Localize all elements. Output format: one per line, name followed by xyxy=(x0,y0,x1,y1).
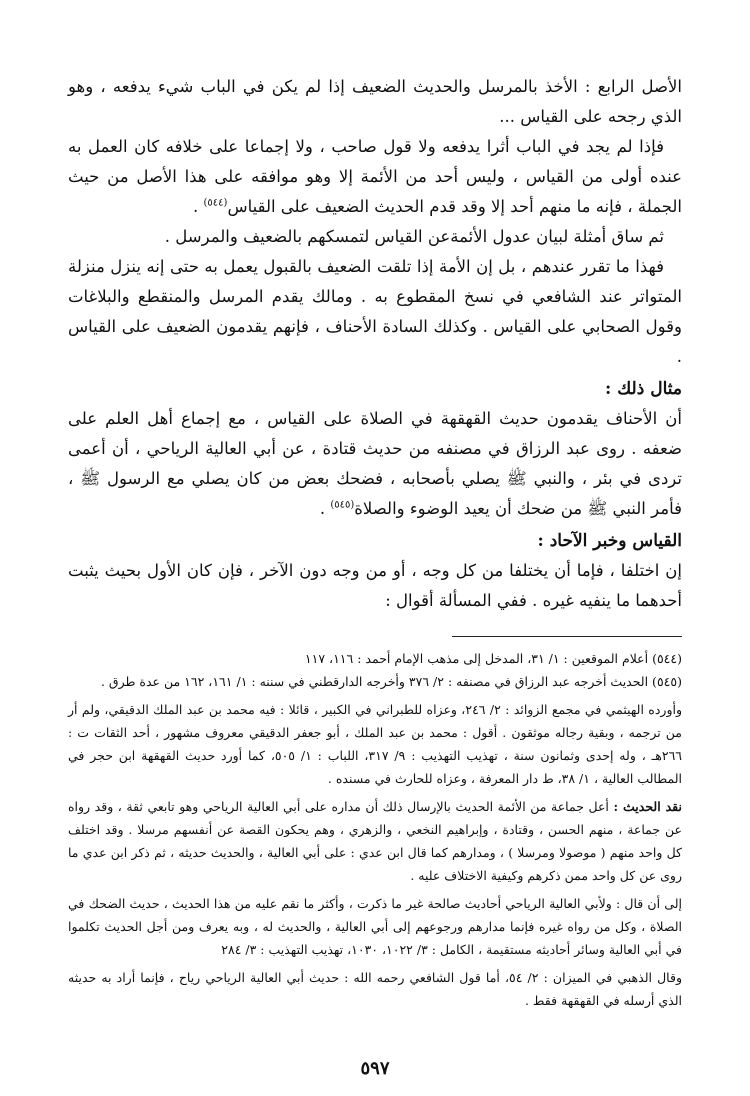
paragraph-6: إن اختلفا ، فإما أن يختلفا من كل وجه ، أو من وجه دون الآخر ، فإن كان الأول بحيث يثبت أحدهما ما ينفيه غيره . ففي المسألة أقوال : xyxy=(68,561,682,610)
paragraph-2 xyxy=(68,132,682,222)
main-text xyxy=(68,72,682,616)
footnote-545-cont-3: وقال الذهبي في الميزان : ٢/ ٥٤، أما قول الشافعي رحمه الله : حديث أبي العالية الرياحي رياح ، فإنما أراد به حديثه الذي أرسله في القهقهة فقط . xyxy=(68,970,682,1008)
footnotes xyxy=(68,647,682,1012)
paragraph-2-text: فإذا لم يجد في الباب أثرا يدفعه ولا قول صاحب ، ولا إجماعا على خلافه كان العمل به عنده أولى من القياس ، وليس أحد من الأئمة إلا وهو موافقه على هذا الأصل من حيث الجملة ، فإنه ما منهم أحد إلا وقد قدم الحديث الضعيف على القياس xyxy=(68,137,682,216)
heading-example: مثال ذلك : xyxy=(605,379,682,399)
paragraph-5-text: أن الأحناف يقدمون حديث القهقهة في الصلاة على القياس ، مع إجماع أهل العلم على ضعفه . روى عبد الرزاق في مصنفه من حديث قتادة ، عن أبي العالية الرياحي ، أن أعمى تردى في بئر ، والنبي ﷺ يصلي بأصحابه ، فضحك بعض من كان يصلي مع الرسول ﷺ ، فأمر النبي ﷺ من ضحك أن يعيد الوضوء والصلاة xyxy=(68,409,682,518)
footnote-ref-545[interactable]: (٥٤٥) xyxy=(330,499,355,511)
page-number: ٥٩٧ xyxy=(360,1058,390,1079)
paragraph-1: الأصل الرابع : الأخذ بالمرسل والحديث الضعيف إذا لم يكن في الباب شيء يدفعه ، وهو الذي رجحه على القياس ... xyxy=(68,77,682,126)
footnote-544: (٥٤٤) أعلام الموقعين : ١/ ٣١، المدخل إلى مذهب الإمام أحمد : ١١٦، ١١٧ xyxy=(304,651,682,666)
paragraph-4: فهذا ما تقرر عندهم ، بل إن الأمة إذا تلقت الضعيف بالقبول يعمل به حتى إنه ينزل منزلة المتواتر عند الشافعي في نسخ المقطوع به . ومالك يقدم المرسل والمنقطع والبلاغات وقول الصحابي على القياس . وكذلك السادة الأحناف ، فإنهم يقدمون الضعيف على القياس . xyxy=(68,257,682,366)
hadith-critique-text: أعل جماعة من الأئمة الحديث بالإرسال ذلك أن مداره على أبي العالية الرياحي وهو تابعي ثقة ، وقد رواه عن جماعة ، منهم الحسن ، وقتادة ، وإبراهيم النخعي ، والزهري ، وهم يحكون القصة عن أنفسهم مرسلا . وقد اختلف كل واحد منهم ( موصولا ومرسلا ) ، ومدارهم كما قال ابن عدي : على أبي العالية ، والحديث حديثه ، ثم ذكر ابن عدي ما روى عن كل واحد ممن ذكرهم وكيفية الاختلاف عليه . xyxy=(68,799,682,883)
hadith-critique-label: نقد الحديث : xyxy=(613,799,682,814)
footnote-545-cont-2: إلى أن قال : ولأبي العالية الرياحي أحاديث صالحة غير ما ذكرت ، وأكثر ما نقم عليه من هذا الحديث ، حديث الضحك في الصلاة ، وكل من رواه غيره فإنما مدارهم ورجوعهم إلى أبي العالية ، والحديث له ، وبه يعرف ومن أجل الحديث تكلموا في أبي العالية وسائر أحاديثه مستقيمة ، الكامل : ٣/ ١٠٢٢، ١٠٣٠، تهذيب التهذيب : ٣/ ٢٨٤ xyxy=(68,896,682,957)
footnote-hadith-critique xyxy=(68,795,682,887)
paragraph-2-end: . xyxy=(193,197,204,216)
paragraph-5-end: . xyxy=(319,499,331,518)
footnote-ref-544[interactable]: (٥٤٤) xyxy=(203,197,228,209)
paragraph-5 xyxy=(68,404,682,524)
footnote-divider xyxy=(452,636,682,637)
heading-qiyas-ahad: القياس وخبر الآحاد : xyxy=(537,531,682,551)
paragraph-3: ثم ساق أمثلة لبيان عدول الأئمةعن القياس لتمسكهم بالضعيف والمرسل . xyxy=(164,227,664,246)
footnote-545: (٥٤٥) الحديث أخرجه عبد الرزاق في مصنفه : ٢/ ٣٧٦ وأخرجه الدارقطني في سننه : ١/ ١٦١، ١٦٢ من عدة طرق . xyxy=(100,674,682,689)
footnote-545-cont-1: وأورده الهيثمي في مجمع الزوائد : ٢/ ٢٤٦، وعزاه للطبراني في الكبير ، قائلا : فيه محمد بن عبد الملك الدقيقي، ولم أر من ترجمه ، وبقية رجاله موثقون . أقول : محمد بن عبد الملك ، أبو جعفر الدقيقي معروف مشهور ، أحد الثقات ت : ٢٦٦هـ ، وله إحدى وثمانون سنة ، تهذيب التهذيب : ٩/ ٣١٧، اللباب : ١/ ٥٠٥، كما أورد حديث القهقهة ابن حجر في المطالب العالية ، ١/ ٣٨، ط دار المعرفة ، وعزاه للحارث في مسنده . xyxy=(68,702,683,786)
